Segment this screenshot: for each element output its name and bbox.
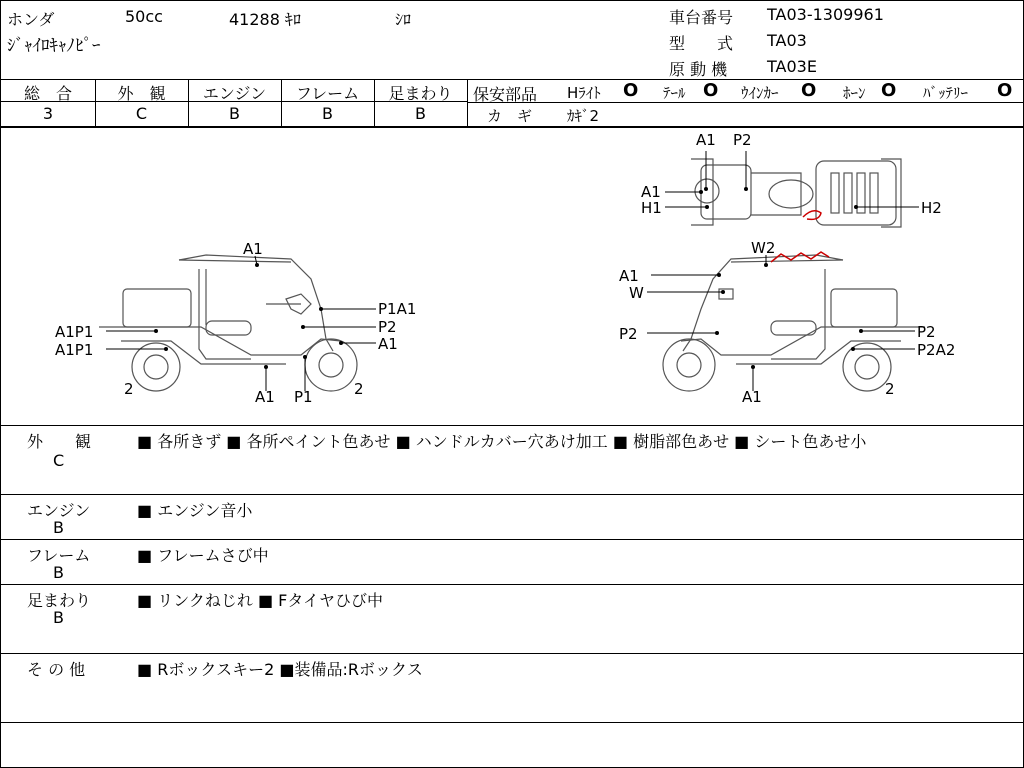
damage-diagram [1, 129, 1023, 425]
frame-section-items: ■ フレームさび中 [137, 546, 269, 565]
frame-label: フレーム [295, 84, 360, 103]
label-dots [154, 187, 863, 369]
suspension-grade: B [415, 104, 426, 123]
exterior-label: 外 観 [117, 84, 166, 103]
safety-title: 保安部品 [473, 85, 538, 104]
type-value: TA03 [767, 31, 807, 50]
suspension-section-items: ■ リンクねじれ ■ Fタイヤひび中 [137, 591, 384, 610]
horn-ok-icon: O [881, 80, 897, 101]
exterior-section-label: 外 観 [27, 432, 92, 451]
exterior-section-items: ■ 各所きず ■ 各所ペイント色あせ ■ ハンドルカバー穴あけ加工 ■ 樹脂部色あせ ■ シート色あせ小 [137, 432, 867, 451]
suspension-section [1, 584, 1023, 653]
type-label: 型 式 [669, 34, 734, 53]
engine-section-grade: B [53, 518, 64, 537]
top-h1-label: H1 [641, 199, 662, 217]
right-p2-left-label: P2 [619, 325, 638, 343]
engine-grade-label: エンジン [202, 84, 267, 103]
model-name: ｼﾞｬｲﾛｷｬﾉﾋﾟｰ [7, 36, 101, 56]
other-section [1, 653, 1023, 722]
safety-headlight: Hﾗｲﾄ [567, 84, 601, 102]
exterior-section [1, 425, 1023, 494]
suspension-section-grade: B [53, 608, 64, 627]
right-a1-label: A1 [619, 267, 639, 285]
overall-grade: 3 [42, 104, 54, 123]
engine-model-label: 原 動 機 [669, 60, 728, 79]
safety-battery: ﾊﾞｯﾃﾘｰ [923, 84, 969, 102]
right-a1-bottom-label: A1 [742, 388, 762, 406]
label-leaders [106, 151, 919, 391]
engine-model-value: TA03E [767, 57, 817, 76]
damage-marks [771, 211, 829, 262]
other-section-label: そ の 他 [27, 660, 86, 679]
chassis-label: 車台番号 [669, 8, 734, 27]
frame-section-label: フレーム [27, 546, 91, 565]
left-a1-bottom-label: A1 [255, 388, 275, 406]
top-h2-label: H2 [921, 199, 942, 217]
exterior-section-grade: C [53, 451, 65, 470]
overall-label: 総 合 [23, 84, 72, 103]
engine-section-label: エンジン [27, 501, 91, 520]
left-a1-roof-label: A1 [243, 240, 263, 258]
top-a1-left-label: A1 [641, 183, 661, 201]
left-a1p1-upper-label: A1P1 [55, 323, 94, 341]
key-label: カ ギ [487, 107, 533, 125]
left-a1p1-lower-label: A1P1 [55, 341, 94, 359]
right-p2-right-label: P2 [917, 323, 936, 341]
battery-ok-icon: O [997, 80, 1013, 101]
suspension-label: 足まわり [388, 84, 453, 103]
tail-ok-icon: O [703, 80, 719, 101]
frame-section-grade: B [53, 563, 64, 582]
left-2-rear-label: 2 [124, 380, 134, 398]
scooter-left-view [99, 255, 357, 391]
body-color: ｼﾛ [395, 10, 412, 29]
displacement: 50cc [125, 7, 163, 26]
engine-section [1, 494, 1023, 539]
top-a1-top-label: A1 [696, 131, 716, 149]
left-p1a1-label: P1A1 [378, 300, 417, 318]
safety-winker: ｳｲﾝｶｰ [741, 84, 779, 102]
other-section-items: ■ Rボックスキー2 ■装備品:Rボックス [137, 660, 423, 679]
winker-ok-icon: O [801, 80, 817, 101]
safety-horn: ﾎｰﾝ [843, 84, 866, 102]
key-value: ｶｷﾞ2 [567, 107, 600, 125]
right-w-label: W [629, 284, 644, 302]
left-p1-bottom-label: P1 [294, 388, 313, 406]
exterior-grade: C [135, 104, 148, 123]
maker: ホンダ [7, 10, 55, 29]
right-p2a2-label: P2A2 [917, 341, 956, 359]
engine-section-items: ■ エンジン音小 [137, 501, 253, 520]
left-2-front-label: 2 [354, 380, 364, 398]
left-a1-front-label: A1 [378, 335, 398, 353]
frame-grade: B [322, 104, 333, 123]
left-p2-label: P2 [378, 318, 397, 336]
headlight-ok-icon: O [623, 80, 639, 101]
chassis-value: TA03-1309961 [767, 5, 884, 24]
frame-section [1, 539, 1023, 584]
right-2-label: 2 [885, 380, 895, 398]
safety-tail: ﾃｰﾙ [663, 84, 686, 102]
suspension-section-label: 足まわり [27, 591, 92, 610]
engine-grade: B [229, 104, 240, 123]
top-p2-label: P2 [733, 131, 752, 149]
scooter-top-view [691, 159, 901, 227]
mileage: 41288 ｷﾛ [229, 10, 301, 29]
right-w2-label: W2 [751, 239, 776, 257]
